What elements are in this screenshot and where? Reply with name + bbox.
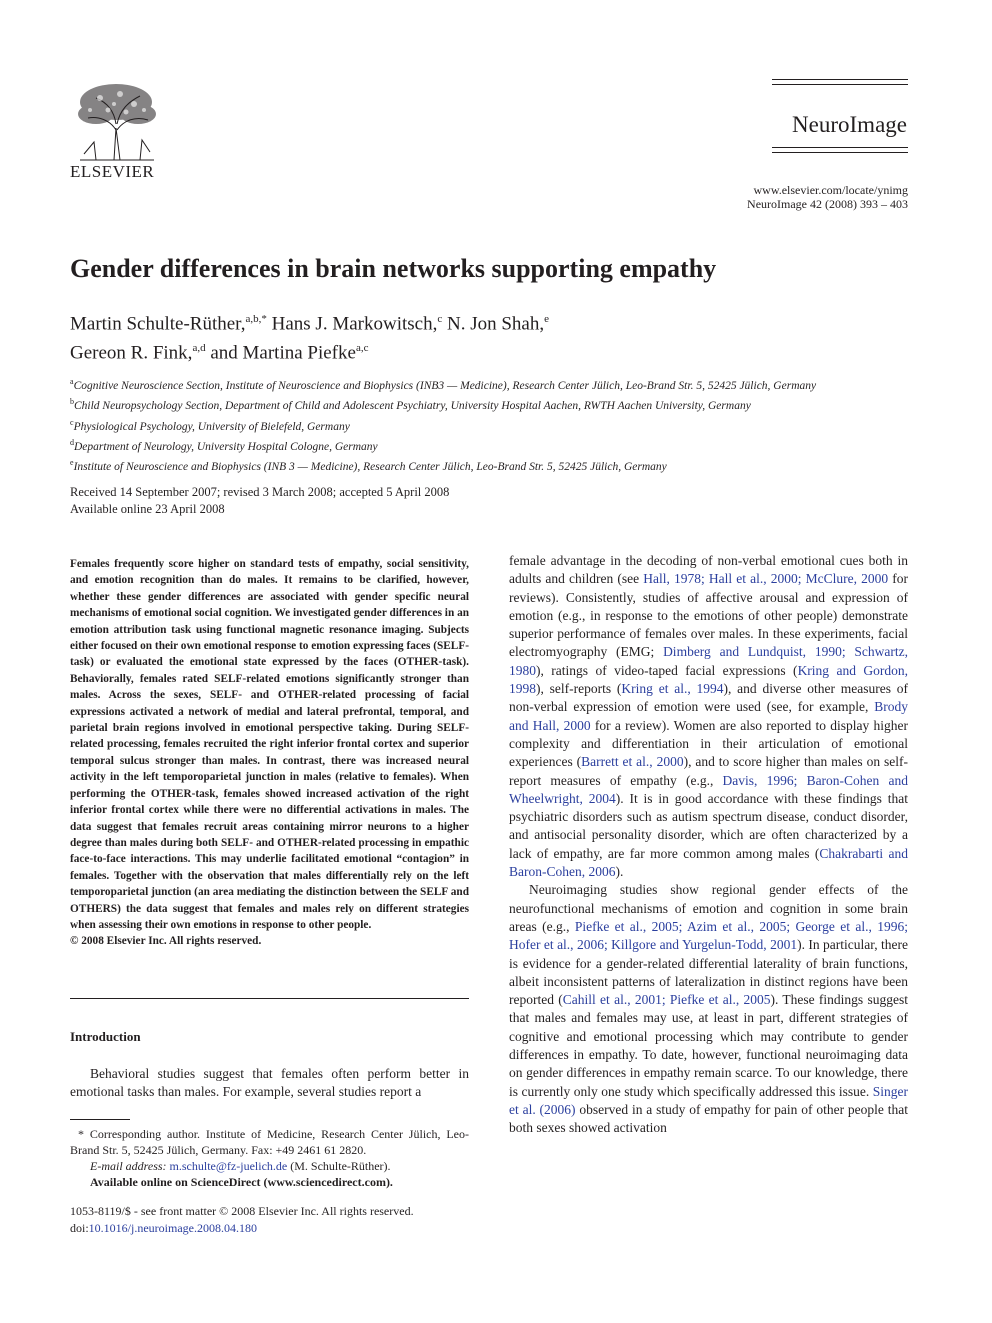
body-text: Neuroimaging studies show regional gender effects of the neurofunctional mechanisms of emotion and cognition in some brain areas (e.g.,	[509, 882, 908, 934]
affiliation-marker: d	[70, 437, 74, 447]
article-dates	[70, 484, 449, 517]
affiliation-item	[70, 455, 930, 475]
author-name: N. Jon Shah,	[442, 313, 545, 335]
affiliation-marker: b	[70, 397, 74, 407]
body-text: ). In particular, there is evidence for a gender-related differential laterality of brain functions, albeit inconsistent patterns of lateralization in distinct regions have been reported (	[509, 937, 908, 1008]
citation-link[interactable]: Piefke et al., 2005; Azim et al., 2005; George et al., 1996; Hofer et al., 2006; Killgore and Yurgelun-Todd, 2001	[509, 918, 909, 953]
citation-link[interactable]: Chakrabarti and Baron-Cohen, 2006	[509, 845, 908, 880]
doi-link[interactable]: 10.1016/j.neuroimage.2008.04.180	[88, 1221, 257, 1235]
article-title: Gender differences in brain networks supporting empathy	[70, 254, 717, 283]
received-dates: Received 14 September 2007; revised 3 March 2008; accepted 5 April 2008	[70, 485, 450, 499]
author-affiliation-marker[interactable]: c	[437, 313, 443, 325]
affiliation-item	[70, 415, 930, 435]
author-affiliation-marker[interactable]: e	[544, 313, 549, 325]
body-text: ).	[615, 864, 624, 880]
affiliation-text: Physiological Psychology, University of Bielefeld, Germany	[73, 420, 350, 433]
affiliation-text: Institute of Neuroscience and Biophysics (INB 3 — Medicine), Research Center Jülich, Leo-Brand Str. 5, 52425 Jülich, Germany	[73, 461, 667, 474]
citation-link[interactable]: Brody and Hall, 2000	[509, 699, 908, 733]
doi-line	[70, 1220, 414, 1237]
affiliation-marker: c	[70, 417, 74, 427]
author-name: Hans J. Markowitsch,	[266, 313, 438, 335]
author-line	[70, 307, 870, 336]
front-matter-line: 1053-8119/$ - see front matter © 2008 Elsevier Inc. All rights reserved.	[70, 1204, 414, 1218]
affiliation-text: Child Neuropsychology Section, Department of Child and Adolescent Psychiatry, University Hospital Aachen, RWTH Aachen University, Germany	[74, 400, 751, 413]
affiliation-list	[70, 374, 930, 476]
intro-paragraph: Behavioral studies suggest that females often perform better in emotional tasks than males. For example, several studies report a	[70, 1066, 469, 1100]
body-right-column	[509, 552, 908, 1138]
body-paragraph	[509, 881, 908, 1137]
body-text: for reviews). Consistently, studies of affective arousal and expression of emotion (e.g., in response to the emotions of other people) demonstrate superior performance of females over males. In these experiments, facial electromyography (EMG;	[509, 571, 908, 660]
citation-link[interactable]: Barrett et al., 2000	[581, 754, 684, 770]
doi-label: doi:	[70, 1221, 89, 1235]
body-text: ), and to score higher than males on self-report measures of empathy (e.g.,	[509, 754, 908, 788]
affiliation-item	[70, 435, 930, 455]
journal-url[interactable]: www.elsevier.com/locate/ynimg	[753, 183, 908, 197]
body-text: ). These findings suggest that males and females may use, at least in part, different strategies of cognitive and emotional processing which may contribute to gender differences in empathy. To date, however, functional neuroimaging data on gender differences in empathy remain scarce. To our knowledge, there is currently only one study which specifically addressed this issue.	[509, 992, 908, 1099]
abstract-divider	[70, 998, 469, 999]
affiliation-text: Department of Neurology, University Hospital Cologne, Germany	[74, 440, 378, 453]
author-name: Martin Schulte-Rüther,	[70, 313, 246, 335]
header-rule	[772, 147, 908, 148]
author-affiliation-marker[interactable]: a,d	[192, 342, 206, 355]
journal-citation: NeuroImage 42 (2008) 393 – 403	[747, 197, 908, 211]
citation-link[interactable]: Davis, 1996; Baron-Cohen and Wheelwright, 2004	[509, 772, 908, 806]
author-name: and Martina Piefke	[205, 342, 356, 364]
abstract-text: Females frequently score higher on standard tests of empathy, social sensitivity, and emotion recognition than do males. It remains to be clarified, however, whether these gender differences are associated with gender specific neural mechanisms of emotional social cognition. We investigated gender differences in an emotion attribution task using functional magnetic resonance imaging. Subjects either focused on their own emotional response to emotion expressing faces (SELF-task) or evaluated the emotional state expressed by the faces (OTHER-task). Behaviorally, females rated SELF-related emotions significantly stronger than males. Across the sexes, SELF- and OTHER-related processing of facial expressions activated a network of medial and lateral prefrontal, temporal, and parietal brain regions involved in emotional perspective taking. During SELF-related processing, females recruited the right inferior frontal cortex and superior temporal sulcus stronger than males. In contrast, there was increased neural activity in the left temporoparietal junction in males (relative to females). When performing the OTHER-task, females showed increased activation of the right inferior frontal cortex while there were no differential activations in males. The data suggest that females recruit areas containing mirror neurons to a higher degree than males during both SELF- and OTHER-related processing in empathic face-to-face interactions. This may underlie facilitated emotional “contagion” in females. Together with the observation that males differentially rely on the left temporoparietal junction (an area mediating the distinction between the SELF and OTHERS) the data suggest that females and males rely on different strategies when assessing their own emotions in response to other people.	[70, 558, 469, 931]
sciencedirect-note: Available online on ScienceDirect (www.sciencedirect.com).	[90, 1175, 393, 1189]
publisher-name: ELSEVIER	[70, 162, 155, 181]
affiliation-marker: e	[70, 458, 74, 468]
corresponding-author-note: * Corresponding author. Institute of Medicine, Research Center Jülich, Leo-Brand Str. 5, 52425 Jülich, Germany. Fax: +49 2461 61 2820.	[70, 1127, 469, 1157]
email-label: E-mail address:	[90, 1159, 167, 1173]
citation-link[interactable]: Hall, 1978; Hall et al., 2000; McClure, 2000	[643, 571, 889, 587]
citation-link[interactable]: Singer et al. (2006)	[509, 1083, 908, 1117]
header-rule	[772, 84, 908, 85]
body-text: ), self-reports (	[536, 681, 622, 697]
author-line	[70, 336, 870, 365]
body-text: ). It is in good accordance with these findings that psychiatric disorders such as autism spectrum disease, conduct disorder, and antisocial personality disorder, which are often characterized by a lack of empathy, are far more common among males (	[509, 790, 908, 861]
affiliation-marker: a	[70, 377, 74, 386]
citation-link[interactable]: Kring and Gordon, 1998	[509, 662, 909, 697]
author-affiliation-marker[interactable]: a,b,*	[245, 313, 267, 325]
journal-name: NeuroImage	[792, 112, 907, 137]
body-paragraph	[509, 552, 908, 881]
footnote	[70, 1126, 469, 1190]
email-line	[70, 1158, 469, 1174]
body-text: ), ratings of video-taped facial expressions (	[536, 662, 798, 678]
body-text: ), and diverse other measures of non-verbal expression of emotion were used (see, for example,	[509, 681, 909, 715]
citation-link[interactable]: Cahill et al., 2001; Piefke et al., 2005	[562, 992, 771, 1008]
issn-block	[70, 1203, 414, 1237]
header-rule	[772, 79, 908, 80]
author-list	[70, 307, 870, 366]
author-affiliation-marker[interactable]: a,c	[355, 342, 369, 355]
available-online-date: Available online 23 April 2008	[70, 501, 225, 516]
section-heading-introduction: Introduction	[70, 1029, 141, 1044]
body-text: for a review). Women are also reported to display higher complexity and differentiation in their articulation of emotional experiences (	[509, 717, 908, 770]
affiliation-text: Cognitive Neuroscience Section, Institute of Neuroscience and Biophysics (INB3 — Medicine), Research Center Jülich, Leo-Brand Str. 5, 52425 Jülich, Germany	[73, 379, 817, 392]
header-rule	[772, 152, 908, 153]
footnote-divider	[70, 1119, 130, 1120]
author-name: Gereon R. Fink,	[70, 342, 193, 364]
email-link[interactable]: m.schulte@fz-juelich.de	[169, 1159, 288, 1173]
body-text: female advantage in the decoding of non-verbal emotional cues both in adults and children (see	[509, 553, 908, 587]
affiliation-item	[70, 374, 930, 394]
email-owner: (M. Schulte-Rüther).	[287, 1159, 391, 1173]
citation-link[interactable]: Dimberg and Lundquist, 1990; Schwartz, 1980	[509, 644, 908, 678]
body-text: observed in a study of empathy for pain of other people that both sexes showed activation	[509, 1101, 908, 1136]
citation-link[interactable]: Kring et al., 1994	[621, 681, 724, 697]
affiliation-item	[70, 394, 930, 414]
abstract-copyright: © 2008 Elsevier Inc. All rights reserved.	[70, 935, 262, 948]
abstract	[70, 556, 469, 950]
